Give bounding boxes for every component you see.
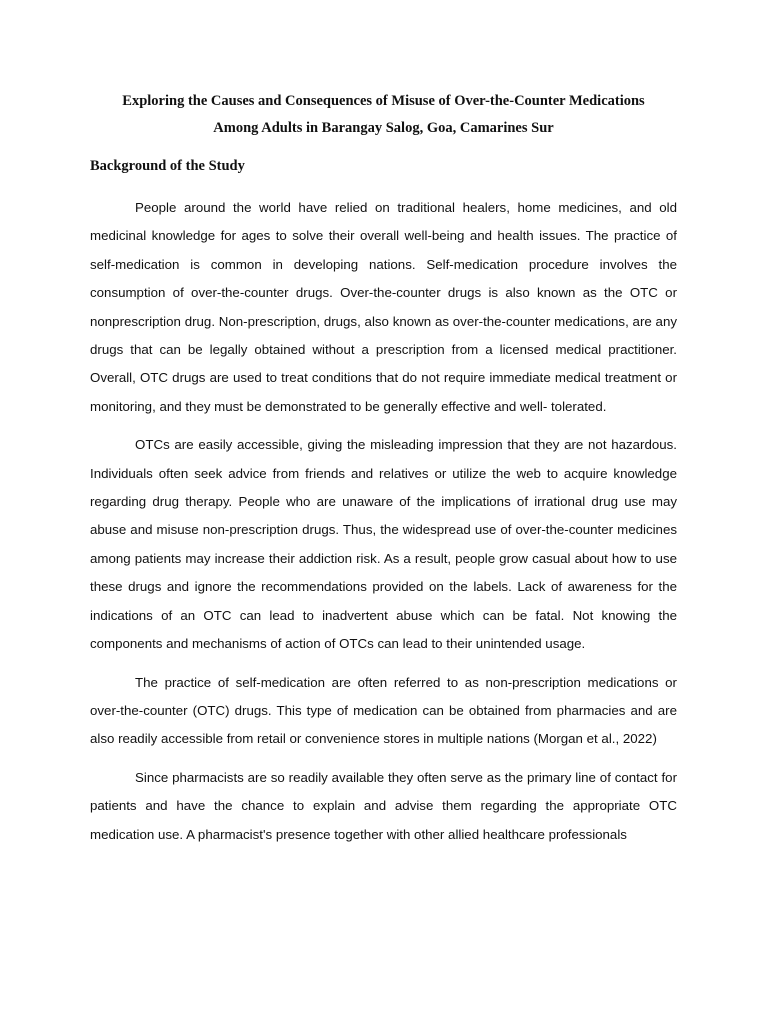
- paragraph-4: Since pharmacists are so readily available they often serve as the primary line of contact for patients and have the chance to explain and advise them regarding the appropriate OTC medication use. A pharmacist's presence together with other allied healthcare professionals: [90, 769, 677, 842]
- title-line-2: Among Adults in Barangay Salog, Goa, Camarines Sur: [213, 120, 554, 136]
- paragraph-1: People around the world have relied on traditional healers, home medicines, and old medicinal knowledge for ages to solve their overall well-being and health issues. The practice of self-medication is common in developing nations. Self-medication procedure involves the consumption of over-the-counter drugs. Over-the-counter drugs is also known as the OTC or nonprescription drug. Non-prescription, drugs, also known as over-the-counter medications, are any drugs that can be legally obtained without a prescription from a licensed medical practitioner. Overall, OTC drugs are used to treat conditions that do not require immediate medical treatment or monitoring, and they must be demonstrated to be generally effective and well- tolerated.: [90, 200, 677, 414]
- paragraph-3: The practice of self-medication are often referred to as non-prescription medications or over-the-counter (OTC) drugs. This type of medication can be obtained from pharmacies and are also readily accessible from retail or convenience stores in multiple nations (Morgan et al., 2022): [90, 674, 677, 747]
- section-heading: Background of the Study: [90, 158, 245, 174]
- document-page: [90, 88, 677, 859]
- title-line-1: Exploring the Causes and Consequences of Misuse of Over-the-Counter Medications: [122, 93, 645, 109]
- paragraph-2: OTCs are easily accessible, giving the misleading impression that they are not hazardous. Individuals often seek advice from friends and relatives or utilize the web to acquire knowledge regarding drug therapy. People who are unaware of the implications of irrational drug use may abuse and misuse non-prescription drugs. Thus, the widespread use of over-the-counter medicines among patients may increase their addiction risk. As a result, people grow casual about how to use these drugs and ignore the recommendations provided on the labels. Lack of awareness for the indications of an OTC can lead to inadvertent abuse which can be fatal. Not knowing the components and mechanisms of action of OTCs can lead to their unintended usage.: [90, 437, 677, 652]
- document-title: [90, 88, 677, 142]
